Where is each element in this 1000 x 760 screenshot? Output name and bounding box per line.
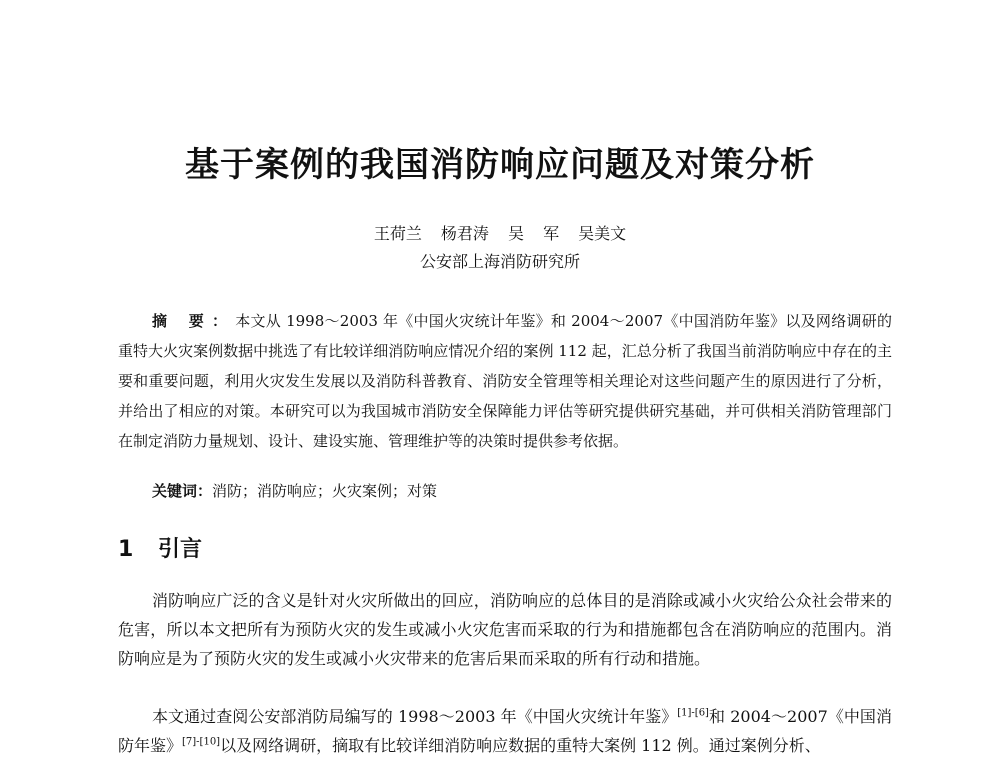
- keywords-label: 关键词：: [152, 482, 213, 500]
- keywords-text: 消防；消防响应；火灾案例；对策: [212, 482, 438, 500]
- affiliation: 公安部上海消防研究所: [419, 252, 580, 271]
- section-title: 引言: [158, 537, 203, 562]
- keywords: [152, 478, 892, 504]
- section-heading-introduction: [118, 534, 202, 566]
- body-paragraph: [118, 702, 892, 760]
- paragraph-text: 本文通过查阅公安部消防局编写的 1998～2003 年《中国火灾统计年鉴》: [152, 707, 678, 726]
- author-list: 王荷兰 杨君涛 吴 军 吴美文: [373, 224, 627, 243]
- citation-ref: [7]-[10]: [182, 736, 221, 748]
- abstract-label: 摘 要：: [152, 312, 236, 330]
- paper-title: 基于案例的我国消防响应问题及对策分析: [185, 145, 815, 185]
- paragraph-text: 和 2004～2007《中国消防年鉴》: [118, 707, 892, 755]
- body-paragraph: 消防响应广泛的含义是针对火灾所做出的回应，消防响应的总体目的是消除或减小火灾给公众社会带来的危害，所以本文把所有为预防火灾的发生或减小火灾危害而采取的行为和措施都包含在消防响应的范围内。消防响应是为了预防火灾的发生或减小火灾带来的危害后果而采取的所有行动和措施。: [118, 591, 892, 668]
- abstract-text: 本文从 1998～2003 年《中国火灾统计年鉴》和 2004～2007《中国消防年鉴》以及网络调研的重特大火灾案例数据中挑选了有比较详细消防响应情况介绍的案例 112 起，汇总分析了我国当前消防响应中存在的主要和重要问题，利用火灾发生发展以及消防科普教育、消防安全管理等相关理论对这些问题产生的原因进行了分析，并给出了相应的对策。本研究可以为我国城市消防安全保障能力评估等研究提供研究基础，并可供相关消防管理部门在制定消防力量规划、设计、建设实施、管理维护等的决策时提供参考依据。: [118, 312, 892, 450]
- paragraph-text: 以及网络调研，摘取有比较详细消防响应数据的重特大案例 112 例。通过案例分析、: [220, 736, 821, 755]
- section-number: 1: [118, 537, 134, 562]
- abstract: [118, 306, 892, 456]
- citation-ref: [1]-[6]: [677, 707, 709, 719]
